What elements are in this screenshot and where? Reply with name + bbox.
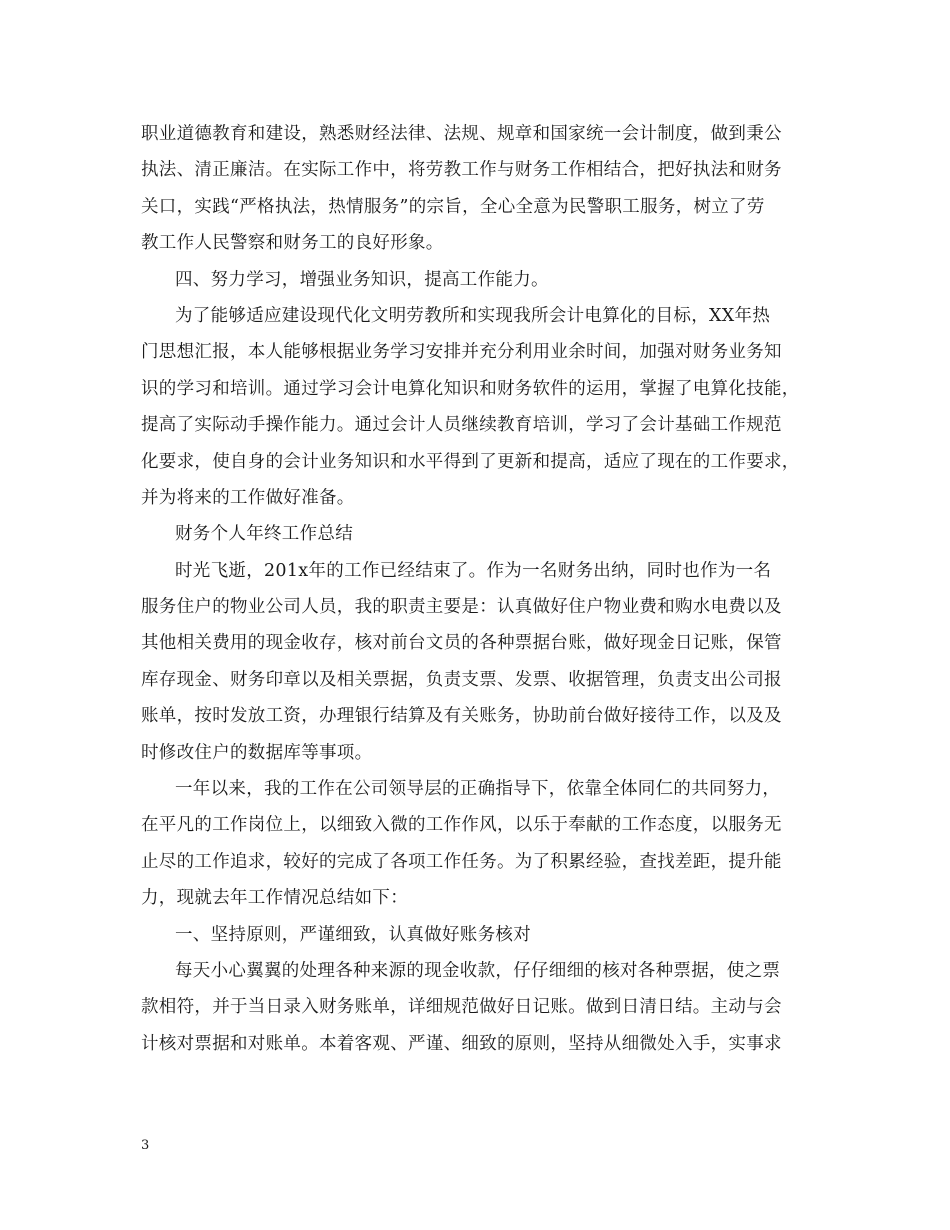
section-heading: 一、坚持原则，严谨细致，认真做好账务核对	[175, 924, 531, 945]
text-line: 并为将来的工作做好准备。	[141, 487, 355, 508]
section-heading: 四、努力学习，增强业务知识，提高工作能力。	[175, 269, 549, 290]
text-line: 门思想汇报，本人能够根据业务学习安排并充分利用业余时间，加强对财务业务知	[141, 342, 782, 363]
text-line: 止尽的工作追求，较好的完成了各项工作任务。为了积累经验，查找差距，提升能	[141, 851, 782, 872]
text-line: 为了能够适应建设现代化文明劳教所和实现我所会计电算化的目标，XX年热	[175, 305, 771, 326]
text-line: 款相符，并于当日录入财务账单，详细规范做好日记账。做到日清日结。主动与会	[141, 997, 782, 1018]
text-line: 化要求，使自身的会计业务知识和水平得到了更新和提高，适应了现在的工作要求，	[141, 451, 800, 472]
text-line: 一年以来，我的工作在公司领导层的正确指导下，依靠全体同仁的共同努力，	[175, 779, 781, 800]
text-line: 时光飞逝，201x年的工作已经结束了。作为一名财务出纳，同时也作为一名	[175, 560, 772, 581]
text-line: 每天小心翼翼的处理各种来源的现金收款，仔仔细细的核对各种票据，使之票	[175, 960, 781, 981]
text-line: 计核对票据和对账单。本着客观、严谨、细致的原则，坚持从细微处入手，实事求	[141, 1033, 782, 1054]
page-number: 3	[141, 1138, 150, 1153]
text-line: 提高了实际动手操作能力。通过会计人员继续教育培训，学习了会计基础工作规范	[141, 415, 782, 436]
text-line: 力，现就去年工作情况总结如下：	[141, 888, 408, 909]
text-line: 库存现金、财务印章以及相关票据，负责支票、发票、收据管理，负责支出公司报	[141, 669, 782, 690]
document-title: 财务个人年终工作总结	[175, 524, 353, 545]
text-line: 执法、清正廉洁。在实际工作中，将劳教工作与财务工作相结合，把好执法和财务	[141, 160, 782, 181]
text-line: 职业道德教育和建设，熟悉财经法律、法规、规章和国家统一会计制度，做到秉公	[141, 124, 782, 144]
text-line: 识的学习和培训。通过学习会计电算化知识和财务软件的运用，掌握了电算化技能，	[141, 378, 800, 399]
text-line: 账单，按时发放工资，办理银行结算及有关账务，协助前台做好接待工作，以及及	[141, 706, 782, 727]
text-line: 其他相关费用的现金收存，核对前台文员的各种票据台账，做好现金日记账，保管	[141, 633, 782, 654]
text-line: 服务住户的物业公司人员，我的职责主要是：认真做好住户物业费和购水电费以及	[141, 597, 782, 618]
text-line: 关口，实践“严格执法，热情服务”的宗旨，全心全意为民警职工服务，树立了劳	[141, 196, 765, 217]
body-text	[141, 116, 831, 1062]
text-line: 时修改住户的数据库等事项。	[141, 742, 373, 763]
text-line: 教工作人民警察和财务工的良好形象。	[141, 233, 444, 254]
text-line: 在平凡的工作岗位上，以细致入微的工作作风，以乐于奉献的工作态度，以服务无	[141, 815, 782, 836]
